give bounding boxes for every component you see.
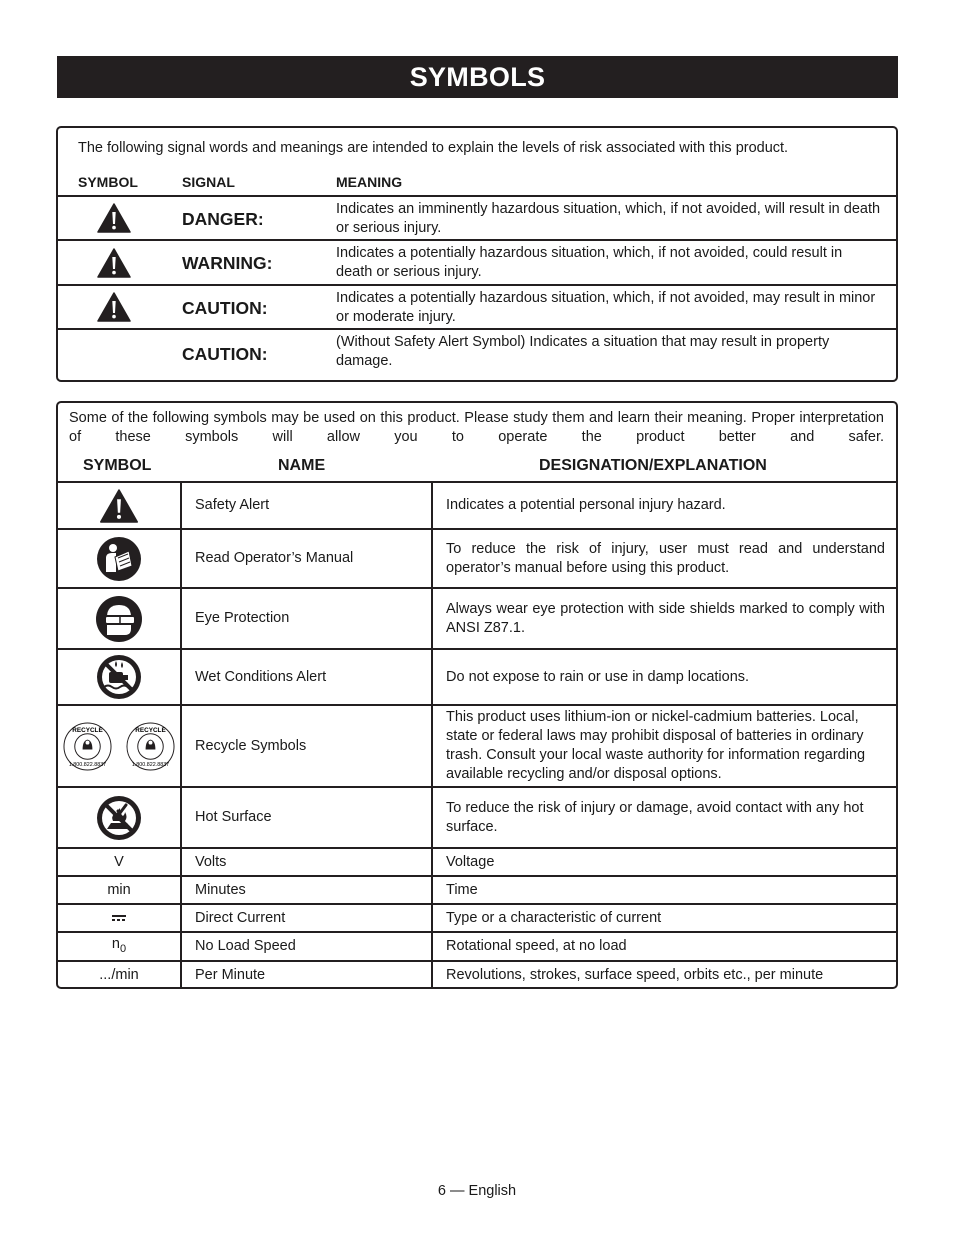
signal-words-intro: The following signal words and meanings are intended to explain the levels of risk associated with this product. bbox=[78, 140, 789, 156]
symbol-cell: .../min bbox=[58, 961, 181, 988]
symbol-designation: Always wear eye protection with side shields marked to comply with ANSI Z87.1. bbox=[432, 588, 896, 649]
table-row bbox=[58, 787, 896, 848]
symbol-cell bbox=[58, 787, 181, 848]
symbol-designation: To reduce the risk of injury or damage, avoid contact with any hot surface. bbox=[432, 787, 896, 848]
symbol-name: Hot Surface bbox=[181, 787, 432, 848]
table-row bbox=[58, 529, 896, 588]
warning-triangle-icon bbox=[97, 248, 131, 278]
recycle-seal-top-text: RECYCLE bbox=[135, 726, 166, 734]
symbols-box bbox=[56, 401, 898, 989]
symbol-designation: Indicates a potential personal injury hazard. bbox=[432, 482, 896, 529]
no-load-subscript: 0 bbox=[119, 942, 127, 955]
signal-row-caution-property bbox=[58, 328, 896, 380]
signal-words-box bbox=[56, 126, 898, 382]
symbol-cell bbox=[58, 482, 181, 529]
symbol-name: Direct Current bbox=[181, 904, 432, 932]
recycle-seal-bottom-text: 1.800.822.8837 bbox=[131, 761, 169, 768]
signal-label: CAUTION: bbox=[182, 344, 268, 364]
header-name: NAME bbox=[278, 457, 326, 474]
table-row bbox=[58, 588, 896, 649]
signal-meaning: Indicates a potentially hazardous situation, which, if not avoided, may result in minor or moderate injury. bbox=[336, 290, 876, 325]
header-symbol: SYMBOL bbox=[78, 174, 138, 190]
header-meaning: MEANING bbox=[336, 174, 403, 190]
symbol-name: Eye Protection bbox=[181, 588, 432, 649]
symbol-cell bbox=[58, 705, 181, 787]
symbol-designation: Voltage bbox=[432, 848, 896, 876]
symbol-designation: Rotational speed, at no load bbox=[432, 932, 896, 961]
symbol-name: Safety Alert bbox=[181, 482, 432, 529]
header-signal: SIGNAL bbox=[182, 174, 235, 190]
symbol-cell bbox=[58, 588, 181, 649]
signal-row-warning bbox=[58, 239, 896, 284]
symbol-designation: Time bbox=[432, 876, 896, 904]
signal-row-caution bbox=[58, 284, 896, 328]
symbol-designation: Revolutions, strokes, surface speed, orbits etc., per minute bbox=[432, 961, 896, 988]
symbol-cell bbox=[58, 904, 181, 932]
symbol-cell bbox=[58, 529, 181, 588]
page-title: SYMBOLS bbox=[57, 56, 898, 98]
read-manual-icon bbox=[96, 536, 142, 582]
safety-alert-icon bbox=[99, 489, 139, 523]
symbol-name: Minutes bbox=[181, 876, 432, 904]
symbol-name: No Load Speed bbox=[181, 932, 432, 961]
page-footer: 6 — English bbox=[437, 1183, 517, 1199]
table-row bbox=[58, 705, 896, 787]
signal-label: WARNING: bbox=[182, 253, 273, 273]
symbol-name: Read Operator’s Manual bbox=[181, 529, 432, 588]
signal-label: CAUTION: bbox=[182, 298, 268, 318]
header-symbol: SYMBOL bbox=[83, 457, 152, 474]
hot-surface-icon bbox=[96, 795, 142, 841]
table-row bbox=[58, 848, 896, 876]
recycle-seal-icon bbox=[63, 722, 112, 771]
table-row bbox=[58, 961, 896, 988]
warning-triangle-icon bbox=[97, 203, 131, 233]
symbol-name: Per Minute bbox=[181, 961, 432, 988]
header-designation: DESIGNATION/EXPLANATION bbox=[539, 457, 767, 474]
symbol-designation: This product uses lithium-ion or nickel-cadmium batteries. Local, state or federal laws may prohibit disposal of batteries in ordinary trash. Consult your local waste authority for information regarding available recycling and/or disposal options. bbox=[432, 705, 896, 787]
symbol-cell: min bbox=[58, 876, 181, 904]
table-row bbox=[58, 932, 896, 961]
signal-label: DANGER: bbox=[182, 209, 264, 229]
table-row bbox=[58, 482, 896, 529]
recycle-seal-icon bbox=[126, 722, 175, 771]
direct-current-icon bbox=[112, 915, 126, 921]
symbol-cell bbox=[58, 649, 181, 705]
signal-meaning: Indicates a potentially hazardous situation, which, if not avoided, could result in death or serious injury. bbox=[336, 245, 843, 280]
no-load-symbol: n bbox=[111, 935, 120, 952]
symbols-table bbox=[58, 481, 896, 988]
warning-triangle-icon bbox=[97, 292, 131, 322]
recycle-seal-top-text: RECYCLE bbox=[72, 726, 103, 734]
recycle-seals bbox=[58, 722, 180, 771]
symbol-designation: Do not expose to rain or use in damp locations. bbox=[432, 649, 896, 705]
symbol-cell: V bbox=[58, 848, 181, 876]
symbol-name: Recycle Symbols bbox=[181, 705, 432, 787]
signal-meaning: (Without Safety Alert Symbol) Indicates a situation that may result in property damage. bbox=[336, 334, 830, 369]
table-row bbox=[58, 649, 896, 705]
symbol-designation: To reduce the risk of injury, user must read and understand operator’s manual before using this product. bbox=[432, 529, 896, 588]
eye-protection-icon bbox=[95, 595, 143, 643]
recycle-seal-bottom-text: 1.800.822.8837 bbox=[69, 761, 107, 768]
table-row bbox=[58, 904, 896, 932]
symbols-intro: Some of the following symbols may be used on this product. Please study them and learn their meaning. Proper interpretation of these symbols will allow you to operate the product better and safer. bbox=[69, 410, 884, 445]
symbol-name: Wet Conditions Alert bbox=[181, 649, 432, 705]
signal-row-danger bbox=[58, 195, 896, 239]
table-row bbox=[58, 876, 896, 904]
symbol-designation: Type or a characteristic of current bbox=[432, 904, 896, 932]
symbol-cell bbox=[58, 932, 181, 961]
signal-meaning: Indicates an imminently hazardous situation, which, if not avoided, will result in death or serious injury. bbox=[336, 201, 881, 236]
symbol-name: Volts bbox=[181, 848, 432, 876]
wet-conditions-icon bbox=[96, 654, 142, 700]
